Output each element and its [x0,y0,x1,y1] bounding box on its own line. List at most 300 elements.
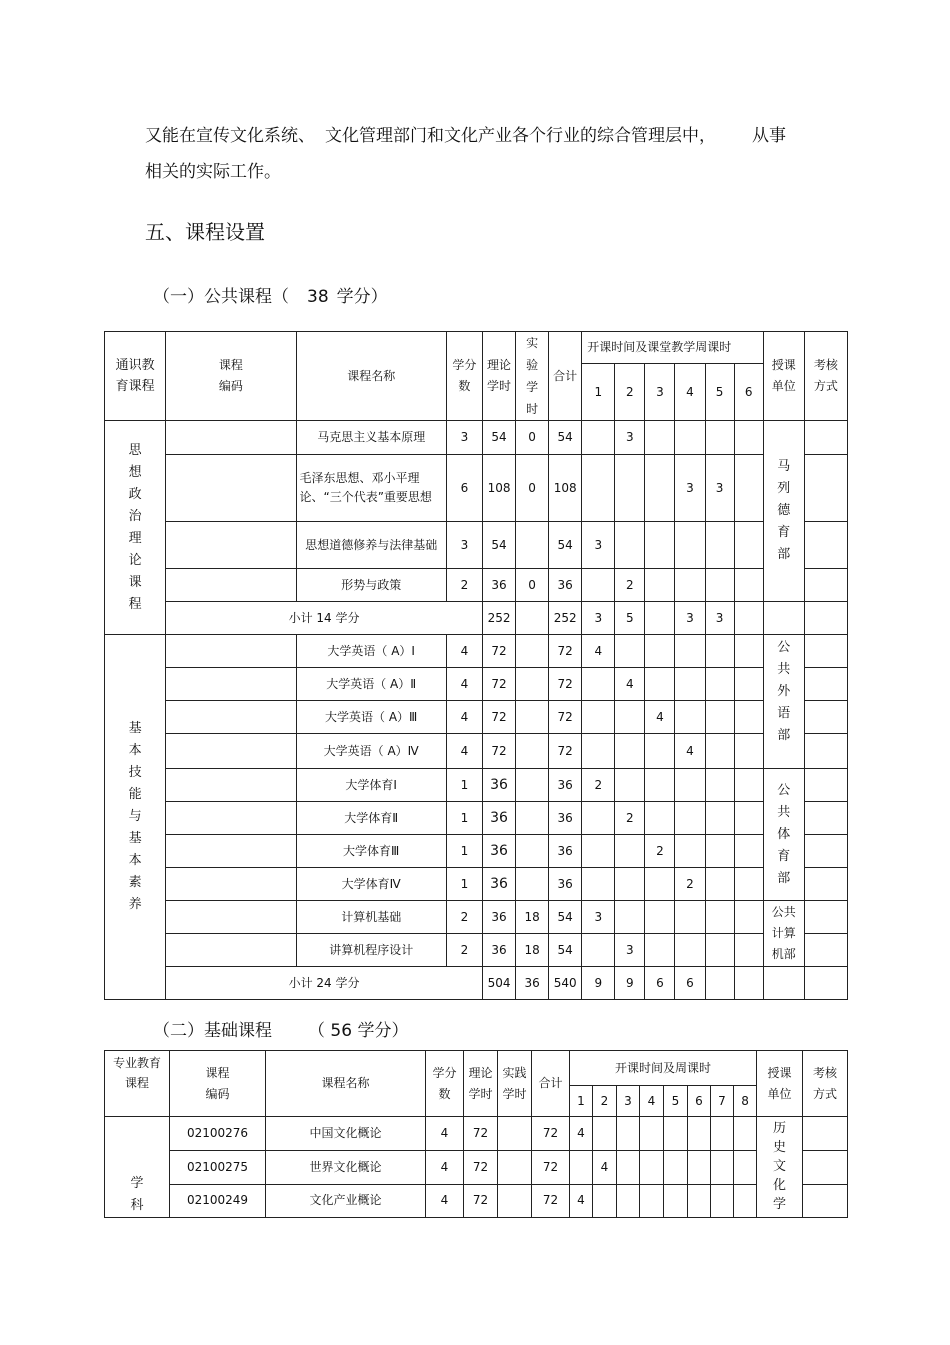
course-code [166,868,296,901]
term-cell: 4 [582,635,615,668]
term-cell: 6 [645,967,675,1000]
course-credit: 4 [426,1184,464,1217]
term-6: 6 [734,364,763,421]
term-4: 4 [675,364,705,421]
section-title: 五、课程设置 [145,220,265,244]
term-cell [711,1117,734,1151]
term-cell: 2 [582,769,615,802]
term-6: 6 [688,1086,711,1117]
course-total: 108 [549,455,582,522]
term-cell [705,835,734,868]
table-header-row [105,332,848,364]
header-category: 通识教育课程 [105,332,166,421]
header-schedule: 开课时间及课堂教学周课时 [582,332,763,364]
exam-cell [803,1151,848,1184]
public-courses-table [104,331,848,1000]
term-cell [664,1151,688,1184]
term-cell [617,1151,640,1184]
header-credit: 学分数 [426,1051,464,1117]
table-row [105,701,848,734]
course-theory: 36 [482,868,515,901]
basic-courses-table [104,1050,848,1218]
course-code [166,455,296,522]
term-cell [645,635,675,668]
exam-cell [804,734,847,769]
term-cell [615,734,645,769]
course-total: 72 [549,734,582,769]
term-cell [570,1151,593,1184]
course-code [166,701,296,734]
term-8: 8 [734,1086,757,1117]
term-cell [734,635,763,668]
term-cell [645,868,675,901]
term-cell [705,802,734,835]
term-cell [645,522,675,569]
course-credit: 4 [446,635,482,668]
course-theory: 72 [482,668,515,701]
term-cell [582,569,615,602]
header-exam: 考核方式 [803,1051,848,1117]
term-cell [705,421,734,455]
exam-cell [804,701,847,734]
course-practice [498,1151,532,1184]
subtotal-label: 小计 24 学分 [166,967,483,1000]
table-row [105,1184,848,1217]
unit-cell: 公共外语部 [763,635,804,769]
term-5: 5 [664,1086,688,1117]
course-lab: 0 [516,569,549,602]
term-cell: 9 [615,967,645,1000]
intro-line-2: 相关的实际工作。 [145,162,281,182]
course-total: 72 [549,701,582,734]
course-total: 36 [549,802,582,835]
unit-cell: 公共计算机部 [763,901,804,967]
course-credit: 2 [446,901,482,934]
term-cell [705,635,734,668]
table-row [105,668,848,701]
exam-cell [804,421,847,455]
term-cell [582,668,615,701]
exam-cell [803,1117,848,1151]
header-category: 专业教育课程 [105,1051,170,1117]
course-theory: 72 [464,1117,498,1151]
course-theory: 108 [482,455,515,522]
term-cell [734,1184,757,1217]
header-credit: 学分数 [446,332,482,421]
term-cell [640,1117,664,1151]
subtotal-theory: 252 [482,602,515,635]
header-name: 课程名称 [266,1051,426,1117]
term-cell: 3 [705,602,734,635]
term-cell [705,701,734,734]
term-cell: 6 [675,967,705,1000]
term-3: 3 [645,364,675,421]
term-cell: 3 [582,522,615,569]
unit-cell [763,967,804,1000]
exam-cell [804,769,847,802]
term-cell: 3 [582,602,615,635]
term-cell [734,569,763,602]
table-row [105,802,848,835]
course-theory: 36 [482,802,515,835]
group-category: 基本技能与基本素养 [105,635,166,1000]
term-cell: 4 [615,668,645,701]
term-cell [734,967,763,1000]
course-theory: 36 [482,934,515,967]
exam-cell [804,835,847,868]
course-total: 36 [549,835,582,868]
term-cell [705,522,734,569]
course-name: 大学英语（ A）Ⅲ [296,701,446,734]
group-category: 学科 [105,1117,170,1218]
course-name: 大学英语（ A）Ⅳ [296,734,446,769]
course-code [166,802,296,835]
term-cell [645,769,675,802]
term-cell [664,1184,688,1217]
header-lab: 实验学时 [516,332,549,421]
public-title-text: （一）公共课程（ [153,287,289,307]
term-cell [615,901,645,934]
exam-cell [804,802,847,835]
header-theory: 理论学时 [464,1051,498,1117]
term-cell [615,701,645,734]
header-schedule: 开课时间及周课时 [570,1051,757,1086]
course-code [166,522,296,569]
term-cell [645,668,675,701]
subtotal-row [105,602,848,635]
term-4: 4 [640,1086,664,1117]
term-cell [615,835,645,868]
course-name: 马克思主义基本原理 [296,421,446,455]
course-theory: 72 [464,1151,498,1184]
course-lab [516,522,549,569]
course-total: 54 [549,934,582,967]
term-cell [705,769,734,802]
term-cell [645,934,675,967]
header-code: 课程编码 [166,332,296,421]
term-cell [640,1184,664,1217]
term-cell: 4 [645,701,675,734]
term-cell [711,1151,734,1184]
course-credit: 3 [446,421,482,455]
header-code: 课程编码 [170,1051,266,1117]
term-cell [645,734,675,769]
course-credit: 1 [446,868,482,901]
term-cell [675,421,705,455]
course-code: 02100275 [170,1151,266,1184]
term-cell: 4 [570,1117,593,1151]
exam-cell [804,967,847,1000]
table-row [105,934,848,967]
table-row [105,421,848,455]
exam-cell [804,868,847,901]
course-credit: 2 [446,569,482,602]
term-cell [705,668,734,701]
term-cell [675,701,705,734]
term-cell [705,868,734,901]
term-cell [734,522,763,569]
term-cell [582,835,615,868]
unit-cell [763,602,804,635]
exam-cell [803,1184,848,1217]
term-cell [582,734,615,769]
term-3: 3 [617,1086,640,1117]
term-cell [645,421,675,455]
course-theory: 36 [482,901,515,934]
term-cell: 3 [615,934,645,967]
term-cell [664,1117,688,1151]
course-total: 72 [532,1117,570,1151]
course-code [166,569,296,602]
table-header-row [105,1051,848,1086]
term-cell: 5 [615,602,645,635]
course-total: 72 [532,1151,570,1184]
term-cell: 2 [645,835,675,868]
term-cell [688,1184,711,1217]
term-cell [675,769,705,802]
course-credit: 4 [446,701,482,734]
term-cell: 4 [593,1151,617,1184]
course-lab [516,769,549,802]
exam-cell [804,668,847,701]
term-cell [582,701,615,734]
course-total: 36 [549,868,582,901]
header-total: 合计 [532,1051,570,1117]
table-row [105,734,848,769]
term-cell [705,734,734,769]
course-credit: 3 [446,522,482,569]
course-total: 36 [549,769,582,802]
term-cell [582,934,615,967]
term-cell [734,901,763,934]
course-code [166,835,296,868]
public-credits: 38 [307,287,329,307]
course-credit: 2 [446,934,482,967]
exam-cell [804,522,847,569]
course-credit: 4 [446,734,482,769]
course-code [166,934,296,967]
course-name: 形势与政策 [296,569,446,602]
exam-cell [804,569,847,602]
term-cell: 4 [570,1184,593,1217]
term-cell: 3 [615,421,645,455]
term-cell [734,734,763,769]
term-1: 1 [582,364,615,421]
term-cell: 2 [675,868,705,901]
course-name: 大学英语（ A）Ⅱ [296,668,446,701]
course-lab: 0 [516,455,549,522]
table-row [105,1151,848,1184]
table-row [105,769,848,802]
course-code [166,635,296,668]
term-cell [705,569,734,602]
basic-credits: （ 56 学分） [308,1021,409,1041]
term-cell: 9 [582,967,615,1000]
course-total: 72 [532,1184,570,1217]
term-cell [675,802,705,835]
subtotal-total: 252 [549,602,582,635]
course-code: 02100249 [170,1184,266,1217]
course-name: 中国文化概论 [266,1117,426,1151]
course-code [166,421,296,455]
course-credit: 6 [446,455,482,522]
term-cell: 3 [675,455,705,522]
course-code [166,734,296,769]
course-theory: 36 [482,769,515,802]
term-cell [705,934,734,967]
term-cell [593,1117,617,1151]
course-theory: 54 [482,522,515,569]
term-cell [734,835,763,868]
course-theory: 36 [482,835,515,868]
course-name: 讲算机程序设计 [296,934,446,967]
course-lab [516,868,549,901]
table-row [105,835,848,868]
term-cell: 3 [582,901,615,934]
term-cell [675,635,705,668]
exam-cell [804,934,847,967]
term-cell [675,934,705,967]
term-cell [734,701,763,734]
course-credit: 1 [446,769,482,802]
group-category: 思想政治理论课程 [105,421,166,635]
subtotal-lab [516,602,549,635]
term-cell [593,1184,617,1217]
basic-title-text: （二）基础课程 [153,1021,272,1041]
course-lab: 18 [516,934,549,967]
exam-cell [804,455,847,522]
term-cell [734,455,763,522]
course-lab: 0 [516,421,549,455]
table-row [105,868,848,901]
public-courses-title [153,282,388,307]
term-2: 2 [615,364,645,421]
course-name: 大学英语（ A）Ⅰ [296,635,446,668]
basic-courses-title [153,1016,408,1041]
header-unit: 授课单位 [757,1051,803,1117]
course-name: 大学体育Ⅱ [296,802,446,835]
course-lab [516,802,549,835]
term-2: 2 [593,1086,617,1117]
course-credit: 4 [426,1151,464,1184]
term-cell [675,901,705,934]
term-cell: 2 [615,569,645,602]
term-cell [734,602,763,635]
course-lab [516,835,549,868]
header-unit: 授课单位 [763,332,804,421]
term-cell [705,901,734,934]
course-practice [498,1184,532,1217]
term-cell [675,835,705,868]
subtotal-total: 540 [549,967,582,1000]
course-code [166,769,296,802]
term-cell [688,1117,711,1151]
course-name: 大学体育Ⅳ [296,868,446,901]
course-name: 毛泽东思想、邓小平理论、“三个代表”重要思想 [296,455,446,522]
course-credit: 1 [446,802,482,835]
term-cell [582,868,615,901]
table-row [105,635,848,668]
header-name: 课程名称 [296,332,446,421]
term-cell [615,635,645,668]
term-cell [734,1117,757,1151]
term-cell [582,455,615,522]
course-name: 思想道德修养与法律基础 [296,522,446,569]
term-cell [645,602,675,635]
course-lab [516,734,549,769]
course-theory: 72 [482,635,515,668]
term-cell [734,421,763,455]
course-total: 54 [549,421,582,455]
intro-text-b: 文化管理部门和文化产业各个行业的综合管理层中， [325,126,716,146]
term-cell [734,802,763,835]
course-name: 世界文化概论 [266,1151,426,1184]
header-practice: 实践学时 [498,1051,532,1117]
exam-cell [804,635,847,668]
term-cell [645,901,675,934]
course-theory: 72 [482,701,515,734]
term-cell [734,769,763,802]
term-cell [675,569,705,602]
course-lab [516,635,549,668]
course-total: 54 [549,901,582,934]
term-cell [711,1184,734,1217]
course-total: 54 [549,522,582,569]
course-theory: 36 [482,569,515,602]
exam-cell [804,602,847,635]
term-cell: 4 [675,734,705,769]
term-1: 1 [570,1086,593,1117]
course-total: 72 [549,668,582,701]
intro-line-1 [145,126,786,146]
header-theory: 理论学时 [482,332,515,421]
exam-cell [804,901,847,934]
intro-text-a: 又能在宣传文化系统、 [145,126,315,146]
course-code: 02100276 [170,1117,266,1151]
table-row [105,569,848,602]
course-lab: 18 [516,901,549,934]
term-cell [705,967,734,1000]
table-row [105,522,848,569]
course-practice [498,1117,532,1151]
term-cell [688,1151,711,1184]
term-cell [615,522,645,569]
term-cell [645,802,675,835]
subtotal-theory: 504 [482,967,515,1000]
course-credit: 4 [446,668,482,701]
course-theory: 72 [464,1184,498,1217]
course-name: 大学体育Ⅰ [296,769,446,802]
course-name: 大学体育Ⅲ [296,835,446,868]
term-cell [615,868,645,901]
course-total: 36 [549,569,582,602]
term-cell [617,1117,640,1151]
term-cell: 3 [705,455,734,522]
term-cell: 2 [615,802,645,835]
subtotal-lab: 36 [516,967,549,1000]
term-cell [675,522,705,569]
header-total: 合计 [549,332,582,421]
subtotal-row [105,967,848,1000]
course-code [166,901,296,934]
term-cell [582,421,615,455]
table-row [105,1117,848,1151]
unit-cell: 马列德育部 [763,421,804,602]
course-total: 72 [549,635,582,668]
subtotal-label: 小计 14 学分 [166,602,483,635]
term-cell [675,668,705,701]
public-credits-suffix: 学分） [336,287,388,307]
